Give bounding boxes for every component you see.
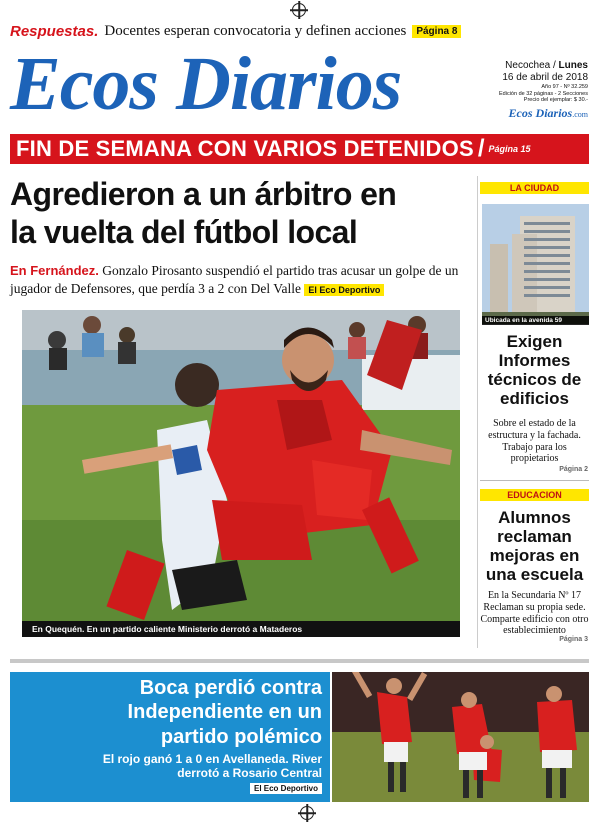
main-headline-line2: la vuelta del fútbol local xyxy=(10,213,358,250)
buildings-illustration xyxy=(482,204,589,324)
top-teaser[interactable] xyxy=(10,20,590,42)
bottom-headline-line1: Boca perdió contra xyxy=(139,677,322,699)
bottom-body xyxy=(22,752,322,781)
sidebar-headline-edificios[interactable]: Exigen Informes técnicos de edificios xyxy=(487,332,582,409)
sidebar-divider xyxy=(480,480,589,481)
edition-date: 16 de abril de 2018 xyxy=(502,72,588,83)
bottom-headline xyxy=(22,676,322,749)
web-logo-text: Ecos Diarios xyxy=(508,105,573,120)
main-photo[interactable] xyxy=(22,310,460,636)
main-headline-line1: Agredieron a un árbitro en xyxy=(10,176,397,212)
banner-slash: / xyxy=(477,135,485,162)
breaking-banner[interactable] xyxy=(10,134,589,164)
bottom-body-line2: derrotó a Rosario Central xyxy=(177,766,322,781)
edition-number: Año 97 - Nº 32.259 xyxy=(541,84,588,90)
sidebar-page-2: Página 2 xyxy=(559,466,588,473)
sidebar-section-educacion: EDUCACION xyxy=(480,489,589,501)
main-photo-illustration xyxy=(22,310,460,636)
web-logo[interactable] xyxy=(499,106,588,120)
edition-pages: Edición de 32 páginas - 2 Secciones xyxy=(499,90,588,97)
top-teaser-page: Página 8 xyxy=(412,25,461,38)
web-logo-suffix: .com xyxy=(572,109,588,119)
top-teaser-text: Docentes esperan convocatoria y definen acciones xyxy=(104,22,407,39)
bottom-headline-line3: partido polémico xyxy=(160,725,322,748)
bottom-section-tag: El Eco Deportivo xyxy=(250,783,322,794)
sidebar-photo-caption: Ubicada en la avenida 59 xyxy=(482,316,589,325)
bottom-headline-line2: Independiente en un xyxy=(127,701,322,724)
banner-text: FIN DE SEMANA CON VARIOS DETENIDOS xyxy=(16,136,474,161)
sidebar-photo-buildings[interactable] xyxy=(482,204,589,324)
sidebar-page-3: Página 3 xyxy=(559,636,588,643)
registration-mark-top xyxy=(292,3,306,17)
main-headline[interactable] xyxy=(10,176,470,252)
registration-mark-bottom xyxy=(300,806,314,820)
banner-page: Página 15 xyxy=(488,144,531,154)
main-section-tag: El Eco Deportivo xyxy=(304,284,384,296)
edition-weekday: Lunes xyxy=(558,60,588,71)
edition-city-line: Necochea / Lunes xyxy=(505,60,588,71)
lede-kicker: En Fernández. xyxy=(10,263,99,278)
masthead-logo: Ecos Diarios xyxy=(10,42,402,126)
main-photo-caption: En Quequén. En un partido caliente Ministerio derrotó a Mataderos xyxy=(22,621,460,637)
masthead-meta xyxy=(499,60,588,120)
sidebar-headline-escuela[interactable]: Alumnos reclaman mejoras en una escuela xyxy=(485,508,584,585)
main-lede xyxy=(10,262,470,297)
lede-text: Gonzalo Pirosanto suspendió el partido tras acusar un golpe de un jugador de Defensores, que perdía 3 a 2 con Del Valle xyxy=(10,263,459,296)
sidebar-section-ciudad: LA CIUDAD xyxy=(480,182,589,194)
bottom-story-box[interactable] xyxy=(10,672,330,802)
bottom-photo-illustration xyxy=(332,672,589,802)
bottom-body-line1: El rojo ganó 1 a 0 en Avellaneda. River xyxy=(102,752,322,766)
section-divider xyxy=(10,659,589,663)
edition-price: Precio del ejemplar: $ 30.- xyxy=(523,97,588,104)
sidebar-body-escuela: En la Secundaria Nº 17 Reclaman su propia sede. Comparte edificio con otro establecimiento xyxy=(480,590,589,637)
edition-city: Necochea xyxy=(505,60,551,71)
sidebar-body-edificios: Sobre el estado de la estructura y la fachada. Trabajo para los propietarios xyxy=(488,418,581,465)
bottom-photo[interactable] xyxy=(332,672,589,802)
top-teaser-kicker: Respuestas. xyxy=(10,22,99,40)
